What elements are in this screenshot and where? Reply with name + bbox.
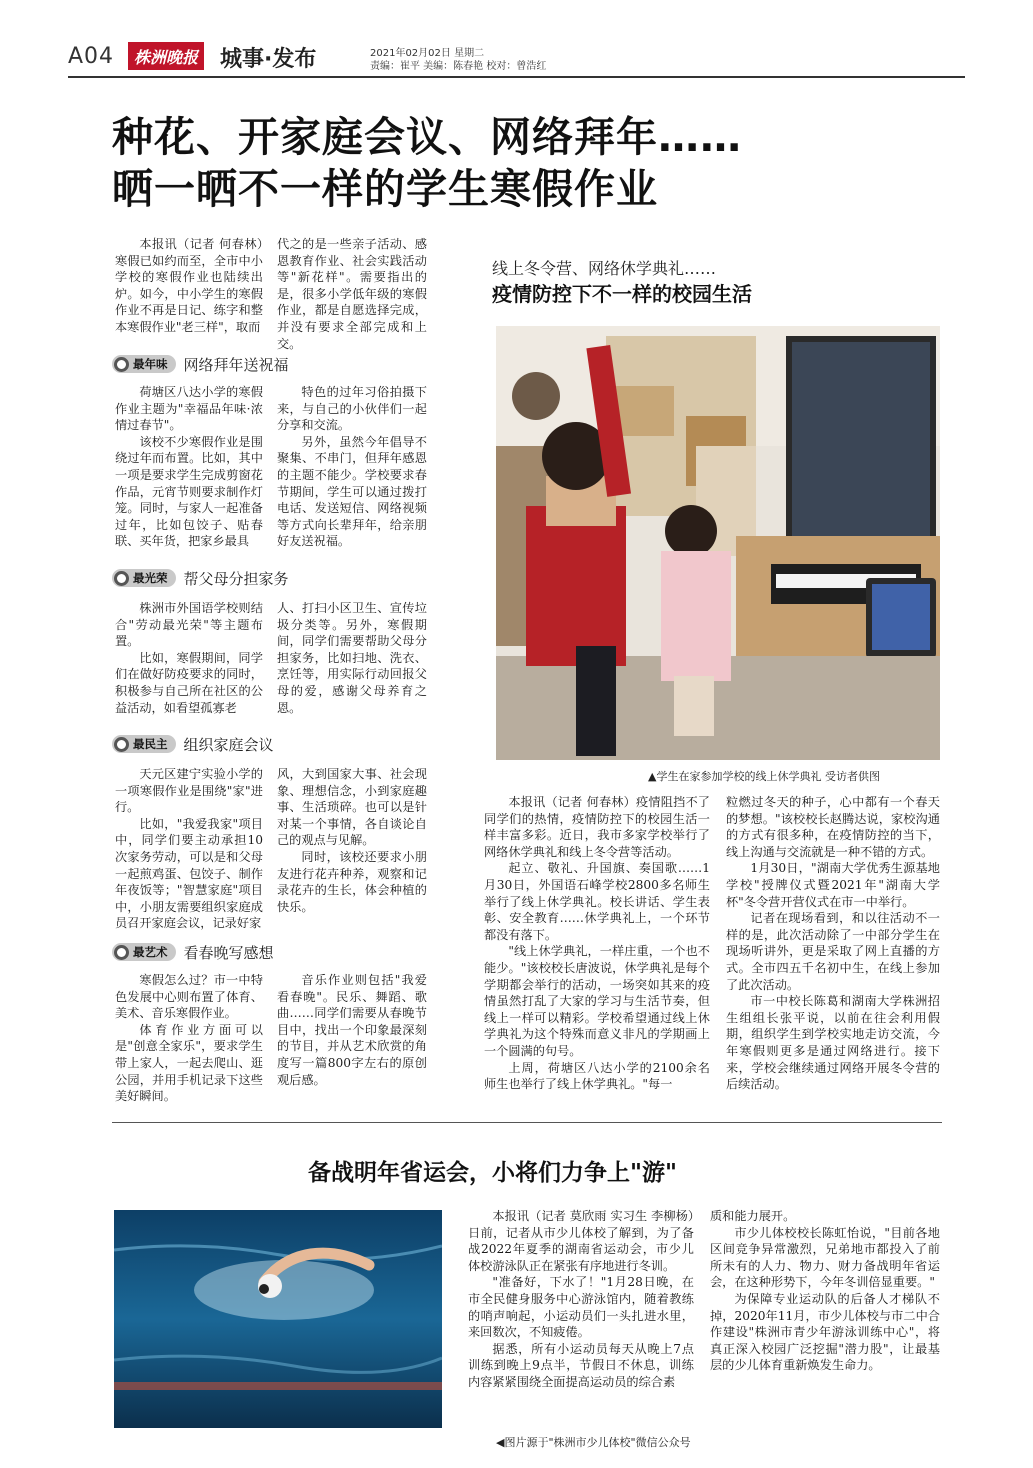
swimmer-photo (114, 1210, 442, 1428)
article3-col1 (468, 1208, 694, 1391)
editor-credits: 责编：崔平 美编：陈春艳 校对：曾浩红 (370, 61, 547, 72)
section2-col1 (115, 600, 263, 716)
headline-line2: 晒一晒不一样的学生寒假作业 (112, 165, 658, 213)
paragraph: 市少儿体校校长陈虹怡说，"目前各地区间竞争异常激烈，兄弟地市都投入了前所未有的人力、物力、财力备战明年省运会，在这种形势下，今年冬训倍显重要。" (710, 1225, 940, 1290)
article2-col2 (726, 794, 940, 1093)
article2-title: 疫情防控下不一样的校园生活 (492, 282, 752, 306)
section1-col1 (115, 384, 263, 550)
section2-col2 (277, 600, 427, 716)
section4-col2 (277, 972, 427, 1088)
section-badge: 最年味 (112, 355, 176, 373)
section-title: 看春晚写感想 (183, 943, 274, 962)
article3-photo-caption: ◀图片源于"株洲市少儿体校"微信公众号 (496, 1436, 691, 1449)
issue-date: 2021年02月02日 星期二 (370, 48, 485, 59)
section-title: 组织家庭会议 (183, 735, 274, 754)
paragraph: 该校不少寒假作业是围绕过年而布置。比如，其中一项是要求学生完成剪窗花作品，元宵节则要求制作灯笼。同时，与家人一起准备过年，比如包饺子、贴春联、买年货，把家乡最具 (115, 434, 263, 549)
paragraph: 本报讯（记者 何春林）疫情阻挡不了同学们的热情，疫情防控下的校园生活一样丰富多彩。近日，我市多家学校举行了网络休学典礼和线上冬令营等活动。 (484, 795, 710, 859)
paragraph: 比如，寒假期间，同学们在做好防疫要求的同时，积极参与自己所在社区的公益活动，如看望孤寡老 (115, 650, 263, 715)
paragraph: 上周，荷塘区八达小学的2100余名师生也举行了线上休学典礼。"每一 (484, 1060, 710, 1092)
paragraph: 特色的过年习俗拍摄下来，与自己的小伙伴们一起分享和交流。 (277, 385, 427, 433)
section-divider (112, 1122, 942, 1123)
paragraph: 另外，虽然今年倡导不聚集、不串门，但拜年感恩的主题不能少。学校要求春节期间，学生可以通过拨打电话、发送短信、网络视频等方式向长辈拜年，给亲朋好友送祝福。 (277, 434, 427, 549)
paragraph: 本报讯（记者 莫欣雨 实习生 李柳杨）日前，记者从市少儿体校了解到，为了备战2022年夏季的湖南省运动会，市少儿体校游泳队正在紧张有序地进行冬训。 (468, 1209, 694, 1273)
article2-photo-caption: ▲学生在家参加学校的线上休学典礼 受访者供图 (648, 770, 880, 783)
paragraph: 据悉，所有小运动员每天从晚上7点训练到晚上9点半，节假日不休息，训练内容紧紧围绕全面提高运动员的综合素 (468, 1341, 694, 1389)
paragraph: 人、打扫小区卫生、宣传垃圾分类等。另外，寒假期间，同学们需要帮助父母分担家务，比如扫地、洗衣、烹饪等，用实际行动回报父母的爱，感谢父母养育之恩。 (277, 601, 427, 715)
paragraph: 1月30日，"湖南大学优秀生源基地学校"授牌仪式暨2021年"湖南大学杯"冬令营开营仪式在市一中举行。 (726, 861, 940, 909)
paragraph: 比如，"我爱我家"项目中，同学们要主动承担10次家务劳动，可以是和父母一起煎鸡蛋、包饺子、制作年夜饭等；"智慧家庭"项目中，小朋友需要组织家庭成员召开家庭会议，记录好家 (115, 816, 263, 931)
article2-col1 (484, 794, 710, 1093)
section-badge: 最光荣 (112, 569, 176, 587)
circle-bullet-icon (114, 737, 129, 752)
section-heading-3 (112, 734, 274, 754)
paragraph: 音乐作业则包括"我爱看春晚"。民乐、舞蹈、歌曲……同学们需要从春晚节目中，找出一个印象最深刻的节目，并从艺术欣赏的角度写一篇800字左右的原创观后感。 (277, 973, 427, 1087)
section4-col1 (115, 972, 263, 1105)
section-badge: 最艺术 (112, 943, 176, 961)
paragraph: 粒燃过冬天的种子，心中都有一个春天的梦想。"该校校长赵腾达说，家校沟通的方式有很多种，在疫情防控的当下，线上沟通与交流就是一种不错的方式。 (726, 795, 940, 859)
section-heading-1 (112, 354, 289, 374)
photo-illustration (114, 1210, 442, 1428)
circle-bullet-icon (114, 571, 129, 586)
article2-kicker: 线上冬令营、网络休学典礼…… (492, 259, 717, 278)
paragraph: 起立、敬礼、升国旗、奏国歌……1月30日，外国语石峰学校2800多名师生举行了线上休学典礼。校长讲话、学生表彰、安全教育……休学典礼上，一个环节都没有落下。 (484, 861, 710, 942)
section-badge: 最民主 (112, 735, 176, 753)
article3-col2 (710, 1208, 940, 1374)
section1-col2 (277, 384, 427, 550)
paragraph: "线上休学典礼，一样庄重，一个也不能少。"该校校长唐波说，休学典礼是每个学期都会举行的活动，一场突如其来的疫情虽然打乱了大家的学习与生活节奏，但线上一样可以精彩。学校希望通过线上休学典礼为这个特殊而意义非凡的学期画上一个圆满的句号。 (484, 944, 710, 1058)
paragraph: "准备好，下水了！"1月28日晚，在市全民健身服务中心游泳馆内，随着教练的哨声响起，小运动员们一头扎进水里，来回数次，不知疲倦。 (468, 1275, 694, 1340)
paragraph: 体育作业方面可以是"创意全家乐"，要求学生带上家人，一起去爬山、逛公园，并用手机记录下这些美好瞬间。 (115, 1022, 263, 1104)
paragraph: 记者在现场看到，和以往活动不一样的是，此次活动除了一中部分学生在现场听讲外，更是采取了网上直播的方式。全市四五千名初中生，在线上参加了此次活动。 (726, 911, 940, 992)
students-online-ceremony-photo (496, 326, 940, 760)
page-number: A04 (68, 44, 115, 69)
paragraph: 寒假怎么过？市一中特色发展中心则布置了体育、美术、音乐寒假作业。 (115, 973, 263, 1021)
section-title: 帮父母分担家务 (183, 569, 289, 588)
paragraph: 质和能力展开。 (710, 1209, 796, 1223)
newspaper-logo: 株洲晚报 (128, 42, 204, 70)
paragraph: 风，大到国家大事、社会现象、理想信念，小到家庭趣事、生活琐碎。也可以是针对某一个事情，各自谈论自己的观点与见解。 (277, 767, 427, 848)
paragraph: 株洲市外国语学校则结合"劳动最光荣"等主题布置。 (115, 601, 263, 649)
article3-title: 备战明年省运会，小将们力争上"游" (308, 1159, 677, 1186)
section3-col2 (277, 766, 427, 915)
section-title: 网络拜年送祝福 (183, 355, 289, 374)
paragraph: 市一中校长陈葛和湖南大学株洲招生组组长张平说，以前在往会利用假期，组织学生到学校实地走访交流，今年寒假则更多是通过网络进行。接下来，学校会继续通过网络开展冬令营的后续活动。 (726, 994, 940, 1092)
paragraph: 荷塘区八达小学的寒假作业主题为"幸福品年味·浓情过春节"。 (115, 385, 263, 433)
section-heading-4 (112, 942, 274, 962)
paragraph: 为保障专业运动队的后备人才梯队不掉，2020年11月，市少儿体校与市二中合作建设"株洲市青少年游泳训练中心"，将真正深入校园广泛挖掘"潜力股"，让最基层的少儿体育重新焕发生命力。 (710, 1291, 940, 1373)
section3-col1 (115, 766, 263, 932)
paragraph: 同时，该校还要求小朋友进行花卉种养，观察和记录花卉的生长，体会种植的快乐。 (277, 849, 427, 914)
article1-intro-col2: 代之的是一些亲子活动、感恩教育作业、社会实践活动等"新花样"。需要指出的是，很多小学低年级的寒假作业，都是自愿选择完成，并没有要求全部完成和上交。 (277, 237, 427, 351)
section-name: 城事·发布 (220, 47, 317, 72)
photo-illustration (496, 326, 940, 760)
circle-bullet-icon (114, 945, 129, 960)
headline-line1: 种花、开家庭会议、网络拜年…… (112, 113, 742, 161)
article1-intro-col1: 本报讯（记者 何春林）寒假已如约而至，全市中小学校的寒假作业也陆续出炉。如今，中小学生的寒假作业不再是日记、练字和整本寒假作业"老三样"，取而 (115, 237, 263, 334)
paragraph: 天元区建宁实验小学的一项寒假作业是围绕"家"进行。 (115, 767, 263, 815)
section-heading-2 (112, 568, 289, 588)
masthead-rule (68, 76, 965, 78)
circle-bullet-icon (114, 357, 129, 372)
